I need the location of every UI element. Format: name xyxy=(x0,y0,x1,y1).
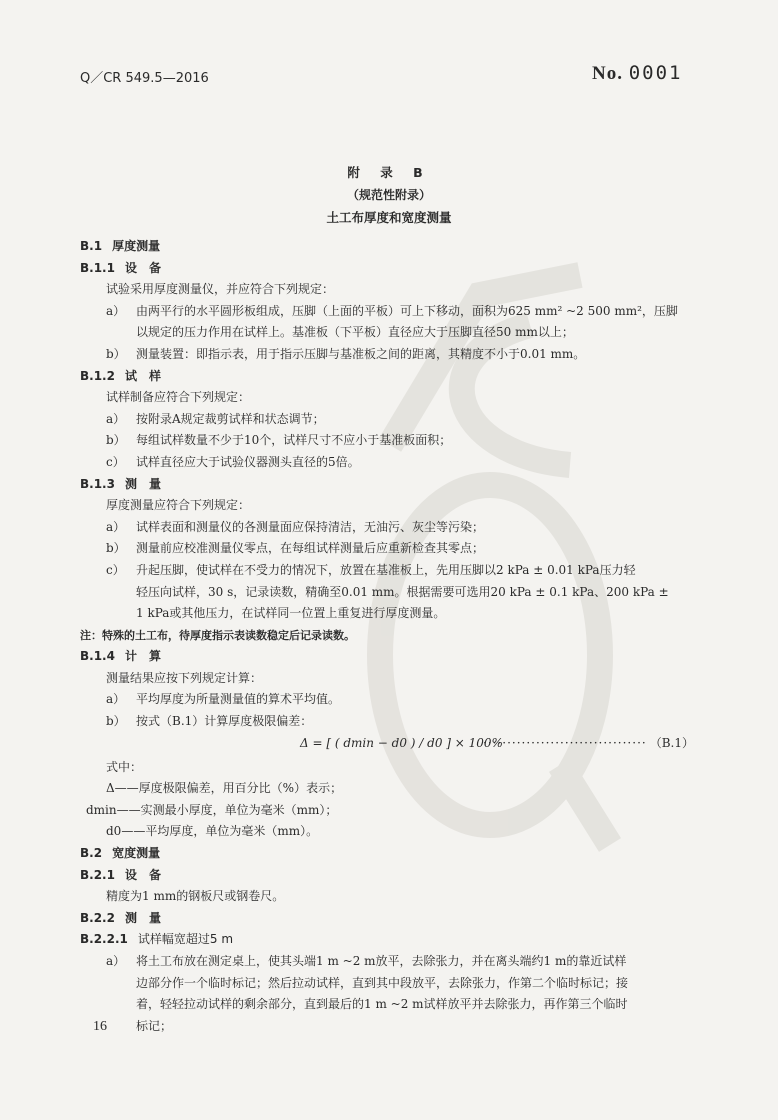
list-item: a） 按附录A规定裁剪试样和状态调节； xyxy=(106,411,325,426)
section-heading: B.1 厚度测量 xyxy=(80,239,161,253)
paragraph: 精度为1 mm的钢板尺或钢卷尺。 xyxy=(106,889,285,904)
subsection-heading: B.2.2.1 试样幅宽超过5 m xyxy=(80,932,234,947)
subsection-heading: B.1.1 设 备 xyxy=(80,260,161,275)
subsection-heading: B.2.1 设 备 xyxy=(80,867,161,882)
list-item: b） 每组试样数量不少于10个，试样尺寸不应小于基准板面积； xyxy=(106,433,452,448)
formula-ref: （B.1） xyxy=(649,735,694,750)
variable-definition: dmin——实测最小厚度，单位为毫米（mm）； xyxy=(86,802,338,817)
list-item: b） 测量前应校准测量仪零点，在每组试样测量后应重新检查其零点； xyxy=(106,541,485,556)
variable-definition: Δ——厚度极限偏差，用百分比（%）表示； xyxy=(106,781,343,796)
list-item: a） 平均厚度为所量测量值的算术平均值。 xyxy=(106,692,341,707)
appendix-label: 附 录 B xyxy=(347,165,431,180)
paragraph: 厚度测量应符合下列规定： xyxy=(106,498,251,513)
subsection-heading: B.1.3 测 量 xyxy=(80,476,161,491)
appendix-type: （规范性附录） xyxy=(346,188,431,202)
serial-label: No. xyxy=(592,63,623,84)
list-item: b） 测量装置：即指示表，用于指示压脚与基准板之间的距离，其精度不小于0.01 mm。 xyxy=(106,346,586,361)
variable-definition: d0——平均厚度，单位为毫米（mm）。 xyxy=(106,824,319,839)
subsection-heading: B.1.4 计 算 xyxy=(80,649,161,664)
page-number: 16 xyxy=(93,1019,107,1034)
paragraph: 式中： xyxy=(106,759,143,774)
list-item: c） 试样直径应大于试验仪器测头直径的5倍。 xyxy=(106,454,360,469)
paragraph: 试样制备应符合下列规定： xyxy=(106,390,251,405)
formula-b1 xyxy=(80,733,700,757)
serial-value: 0001 xyxy=(628,62,683,84)
body-content xyxy=(80,236,700,1037)
formula-expression: Δ = [ ( dmin − d0 ) / d0 ] × 100% xyxy=(300,735,503,750)
list-item: a） 将土工布放在测定桌上，使其头端1 m ~2 m放平，去除张力，并在离头端约1 m的靠近试样 边部分作一个临时标记；然后拉动试样，直到其中段放平，去除张力，作第二个临时标记；接 着，轻轻拉动试样的剩余部分，直到最后的1 m ~2 m试样放平并去除张力，再作第三个临时 标记； xyxy=(106,954,629,1033)
subsection-heading: B.1.2 试 样 xyxy=(80,368,161,383)
appendix-title: 土工布厚度和宽度测量 xyxy=(326,210,452,225)
section-heading: B.2 宽度测量 xyxy=(80,846,161,861)
note: 注：特殊的土工布，待厚度指示表读数稳定后记录读数。 xyxy=(80,628,355,642)
list-item: c） 升起压脚，使试样在不受力的情况下，放置在基准板上，先用压脚以2 kPa ± 0.01 kPa压力轻 轻压向试样，30 s，记录读数，精确至0.01 mm。根据需要可选用20 kPa ± 0.1 kPa、200 kPa ± 1 kPa或其他压力，在试样同一位置上重复进行厚度测量。 xyxy=(106,562,669,621)
list-item: b） 按式（B.1）计算厚度极限偏差： xyxy=(106,714,313,729)
paragraph: 测量结果应按下列规定计算： xyxy=(106,670,263,685)
list-item: a） 试样表面和测量仪的各测量面应保持清洁，无油污、灰尘等污染； xyxy=(106,519,485,534)
list-item: a） 由两平行的水平圆形板组成，压脚（上面的平板）可上下移动，面积为625 mm² ~2 500 mm²，压脚 以规定的压力作用在试样上。基准板（下平板）直径应大于压脚直径50 mm以上； xyxy=(106,303,678,340)
formula-leader: ·································· xyxy=(483,735,647,750)
document-serial xyxy=(592,62,683,85)
paragraph: 试验采用厚度测量仪，并应符合下列规定： xyxy=(106,282,335,297)
subsection-heading: B.2.2 测 量 xyxy=(80,910,161,925)
standard-number: Q／CR 549.5—2016 xyxy=(80,71,209,86)
